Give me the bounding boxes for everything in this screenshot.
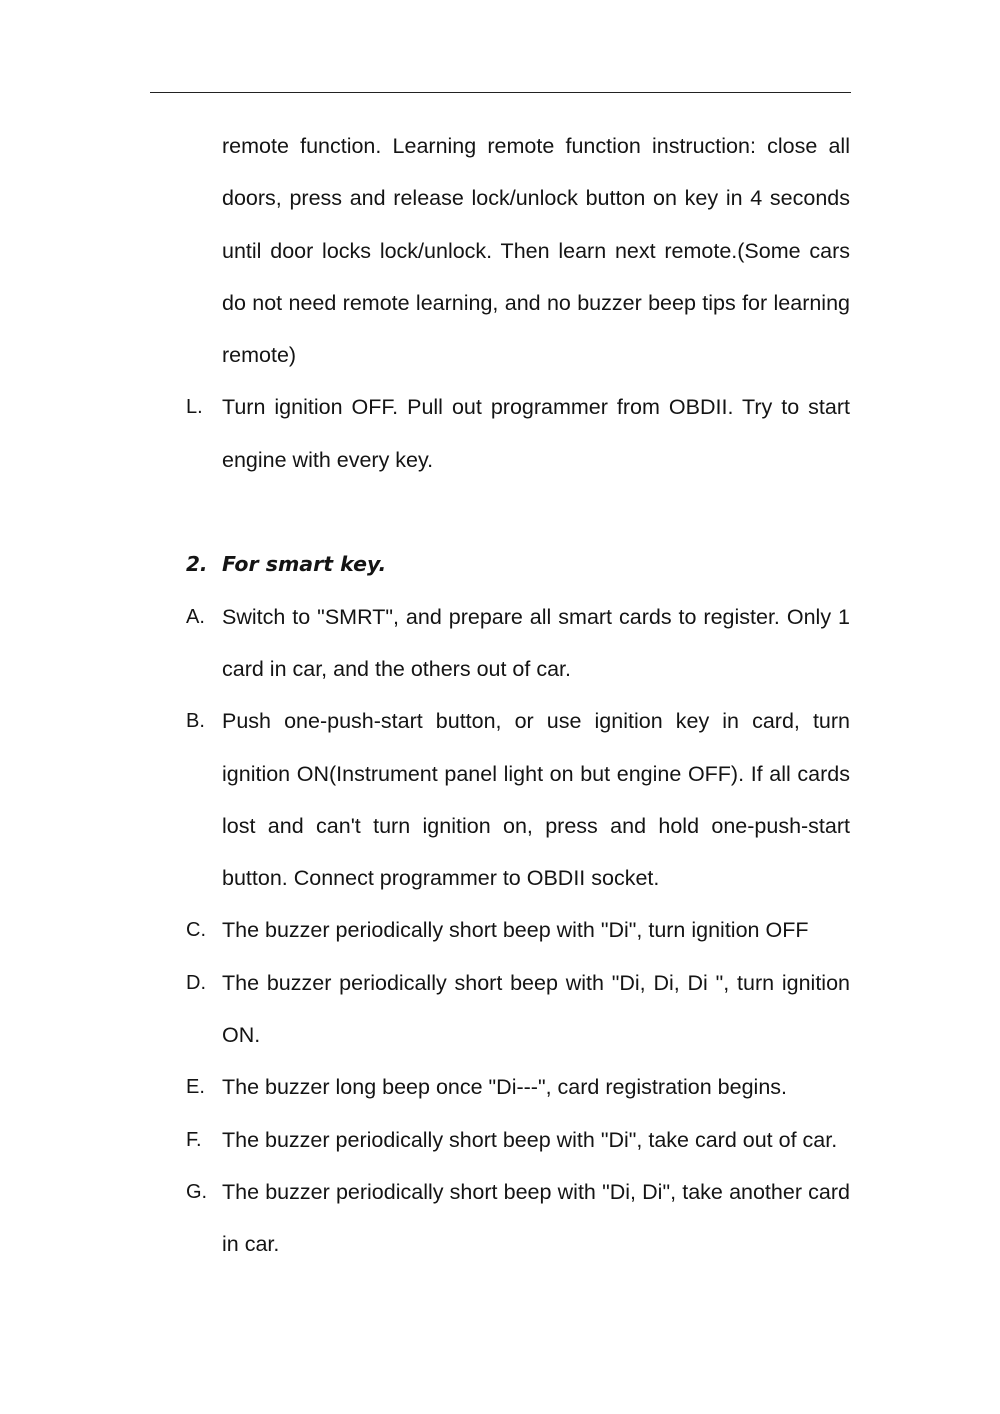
list-marker: C. (186, 919, 206, 942)
list-item-C (186, 904, 850, 956)
list-marker: L. (186, 396, 203, 419)
section-number: 2. (186, 552, 208, 577)
page-content (186, 120, 850, 1271)
section-spacer (186, 486, 850, 538)
list-item-E (186, 1061, 850, 1113)
list-item-G (186, 1166, 850, 1271)
list-marker: D. (186, 971, 206, 994)
list-item-F (186, 1114, 850, 1166)
continuation-paragraph: remote function. Learning remote function instruction: close all doors, press and release lock/unlock button on key in 4 seconds until door locks lock/unlock. Then learn next remote.(Some cars do not need remote learning, and no buzzer beep tips for learning remote) (222, 134, 850, 368)
list-item-text: The buzzer periodically short beep with "Di, Di, Di ", turn ignition ON. (222, 970, 850, 1048)
list-marker: G. (186, 1180, 208, 1203)
list-item-text: The buzzer periodically short beep with "Di", turn ignition OFF (222, 918, 809, 943)
list-item-L (186, 381, 850, 486)
list-marker: F. (186, 1128, 202, 1151)
list-item-text: The buzzer long beep once "Di---", card registration begins. (222, 1075, 787, 1100)
list-item-text: Turn ignition OFF. Pull out programmer from OBDII. Try to start engine with every key. (222, 395, 850, 472)
list-item-text: The buzzer periodically short beep with "Di", take card out of car. (222, 1127, 838, 1152)
list-marker: B. (186, 710, 205, 733)
list-marker: A. (186, 605, 205, 628)
list-item-A (186, 591, 850, 696)
list-item-D (186, 957, 850, 1062)
section-heading (186, 538, 850, 590)
list-marker: E. (186, 1076, 205, 1099)
header-rule (150, 92, 851, 93)
list-item-B (186, 695, 850, 904)
list-item-text: Switch to "SMRT", and prepare all smart cards to register. Only 1 card in car, and the others out of car. (222, 604, 850, 681)
list-item-text: The buzzer periodically short beep with "Di, Di", take another card in car. (222, 1179, 850, 1257)
section-title: For smart key. (222, 552, 387, 577)
list-item-text: Push one-push-start button, or use ignition key in card, turn ignition ON(Instrument panel light on but engine OFF). If all cards lost and can't turn ignition on, press and hold one-push-start button. Connect programmer to OBDII socket. (222, 709, 850, 891)
